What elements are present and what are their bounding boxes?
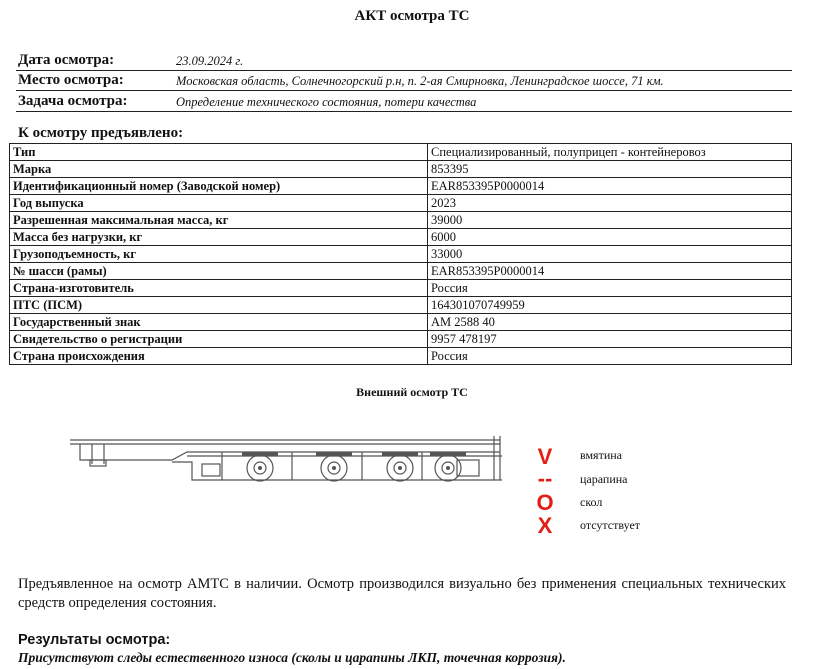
info-row-task xyxy=(16,93,792,112)
spec-value: 2023 xyxy=(428,195,792,212)
info-label-date: Дата осмотра: xyxy=(18,52,115,68)
table-row xyxy=(10,314,792,331)
inspection-paragraph: Предъявленное на осмотр АМТС в наличии. Осмотр производился визуально без применения специальных технических средств определения состояния. xyxy=(18,576,786,611)
table-row xyxy=(10,212,792,229)
spec-key: Тип xyxy=(10,144,428,161)
spec-value: АМ 2588 40 xyxy=(428,314,792,331)
info-row-date xyxy=(16,52,792,71)
spec-key: Свидетельство о регистрации xyxy=(10,331,428,348)
exterior-title: Внешний осмотр ТС xyxy=(356,385,468,399)
info-value-place: Московская область, Солнечногорский р.н, п. 2-ая Смирновка, Ленинградское шоссе, 71 км. xyxy=(176,74,664,88)
info-value-date: 23.09.2024 г. xyxy=(176,54,244,68)
dent-label: вмятина xyxy=(580,448,622,462)
spec-key: Разрешенная максимальная масса, кг xyxy=(10,212,428,229)
spec-key: Грузоподъемность, кг xyxy=(10,246,428,263)
info-row-place xyxy=(16,72,792,91)
trailer-diagram xyxy=(62,430,512,488)
spec-key: Государственный знак xyxy=(10,314,428,331)
spec-key: Идентификационный номер (Заводской номер) xyxy=(10,178,428,195)
scratch-label: царапина xyxy=(580,472,628,486)
spec-key: № шасси (рамы) xyxy=(10,263,428,280)
missing-symbol: X xyxy=(537,513,553,538)
spec-value: EAR853395P0000014 xyxy=(428,178,792,195)
table-row xyxy=(10,331,792,348)
table-row xyxy=(10,178,792,195)
table-row xyxy=(10,246,792,263)
spec-key: Масса без нагрузки, кг xyxy=(10,229,428,246)
results-text: Присутствуют следы естественного износа (сколы и царапины ЛКП, точечная коррозия). xyxy=(18,650,566,665)
spec-key: Страна-изготовитель xyxy=(10,280,428,297)
table-row xyxy=(10,280,792,297)
spec-value: 853395 xyxy=(428,161,792,178)
table-row xyxy=(10,348,792,365)
spec-value: 9957 478197 xyxy=(428,331,792,348)
spec-key: ПТС (ПСМ) xyxy=(10,297,428,314)
document-title: АКТ осмотра ТС xyxy=(354,8,470,24)
info-label-task: Задача осмотра: xyxy=(18,93,128,109)
table-row xyxy=(10,161,792,178)
spec-value: Россия xyxy=(428,348,792,365)
spec-key: Марка xyxy=(10,161,428,178)
spec-value: EAR853395P0000014 xyxy=(428,263,792,280)
missing-label: отсутствует xyxy=(580,518,641,532)
table-row xyxy=(10,144,792,161)
spec-value: 33000 xyxy=(428,246,792,263)
spec-value: 39000 xyxy=(428,212,792,229)
results-title: Результаты осмотра: xyxy=(18,632,171,648)
spec-table xyxy=(9,143,792,365)
table-row xyxy=(10,195,792,212)
spec-value: Специализированный, полуприцеп - контейнеровоз xyxy=(428,144,792,161)
table-row xyxy=(10,297,792,314)
info-label-place: Место осмотра: xyxy=(18,72,124,88)
spec-value: 6000 xyxy=(428,229,792,246)
dent-symbol: V xyxy=(537,444,553,469)
presented-title: К осмотру предъявлено: xyxy=(18,125,184,141)
spec-key: Год выпуска xyxy=(10,195,428,212)
chip-label: скол xyxy=(580,495,603,509)
info-value-task: Определение технического состояния, потери качества xyxy=(176,95,477,109)
spec-key: Страна происхождения xyxy=(10,348,428,365)
spec-value: 164301070749959 xyxy=(428,297,792,314)
chip-symbol: O xyxy=(536,490,554,515)
table-row xyxy=(10,229,792,246)
spec-value: Россия xyxy=(428,280,792,297)
scratch-symbol: -- xyxy=(537,466,553,491)
table-row xyxy=(10,263,792,280)
